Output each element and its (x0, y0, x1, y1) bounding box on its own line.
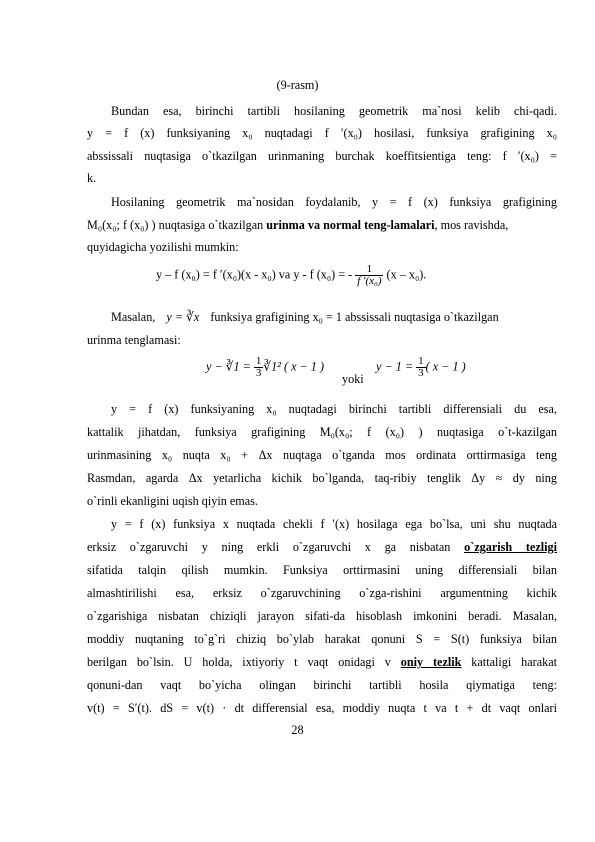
paragraph-line (87, 218, 557, 233)
paragraph-line: sifatida talqin qilish mumkin. Funksiya orttirmasini uning differensiali bilan (87, 563, 557, 577)
paragraph-line: y = f (x) funksiya x nuqtada chekli f ′(x) hosilaga ega bo`lsa, uni shu nuqtada (111, 517, 557, 531)
fraction-denominator: f ′(x₀) (357, 275, 382, 287)
paragraph-line: Rasmdan, agarda Δx yetarlicha kichik bo`lganda, taq-ribiy tenglik Δy ≈ dy ning (87, 471, 557, 485)
paragraph-line: urinma tenglamasi: (87, 333, 181, 347)
formula-part: y − ∛1 = (206, 359, 254, 374)
paragraph-line: k. (87, 171, 97, 185)
paragraph-line: qonuni-dan vaqt bo`yicha olingan birinchi tartibli hosila qiymatiga teng: (87, 678, 557, 692)
fraction (416, 356, 426, 379)
paragraph-line: abssissali nuqtasiga o`tkazilgan urinmaning burchak koeffitsientiga teng: f ′(x₀) = (87, 149, 557, 163)
text-run: erksiz o`zgaruvchi y ning erkli o`zgaruvchi x ga nisbatan (87, 540, 465, 554)
paragraph-line (87, 540, 557, 555)
yoki-word: yoki (342, 372, 364, 386)
text-run: berilgan bo`lsin. U holda, ixtiyoriy t vaqt onidagi v (87, 655, 401, 669)
paragraph-line: urinmasining x₀ nuqta x₀ + Δx nuqtaga o`tganda mos ordinata orttirmasiga teng (87, 448, 557, 462)
paragraph-line: quyidagicha yozilishi mumkin: (87, 240, 239, 254)
paragraph-line: y = f (x) funksiyaning x₀ nuqtadagi birinchi tartibli differensiali du esa, (111, 402, 557, 416)
paragraph-line: moddiy nuqtaning to`g`ri chiziq bo`ylab harakat qonuni S = S(t) funksiya bilan (87, 632, 557, 646)
fraction-numerator: 1 (255, 355, 262, 367)
fraction-numerator: 1 (355, 264, 383, 276)
fraction (254, 356, 264, 379)
tangent-normal-formula (156, 264, 426, 287)
formula-part: (x – x₀). (386, 267, 427, 282)
paragraph-line: Hosilaning geometrik ma`nosidan foydalanib, y = f (x) funksiya grafigining (111, 195, 557, 209)
inline-formula: y = ∛x (166, 310, 200, 324)
figure-caption: (9-rasm) (276, 78, 319, 92)
paragraph-line (87, 655, 557, 670)
tangent-equation-simplified (376, 356, 466, 379)
text-run: funksiya grafigining x₀ = 1 abssissali nuqtasiga o`tkazilgan (210, 310, 499, 324)
formula-part: ( x − 1 ) (425, 359, 466, 374)
bold-term: o`zgarish tezligi (464, 540, 557, 554)
paragraph-line: almashtirilishi esa, erksiz o`zgaruvchining o`zga-rishini argumentning kichik (87, 586, 557, 600)
paragraph-line: kattalik jihatdan, funksiya grafigining M₀(x₀; f (x₀) ) nuqtasiga o`t-kazilgan (87, 425, 557, 439)
fraction (355, 264, 383, 287)
paragraph-line: Bundan esa, birinchi tartibli hosilaning geometrik ma`nosi kelib chi-qadi. (111, 104, 557, 118)
paragraph-line: o`rinli ekanligini uqish qiyin emas. (87, 494, 258, 508)
paragraph-line (111, 310, 557, 325)
fraction-denominator: 3 (418, 367, 424, 379)
fraction-numerator: 1 (418, 355, 424, 367)
text-run: M₀(x₀; f (x₀) ) nuqtasiga o`tkazilgan (87, 218, 267, 232)
bold-term: urinma va normal teng-lamalari (266, 218, 435, 232)
page-number: 28 (291, 723, 304, 737)
formula-part: ∛1² ( x − 1 ) (263, 359, 324, 374)
bold-term: oniy tezlik (400, 655, 462, 669)
paragraph-line: v(t) = S′(t). dS = v(t) · dt differensial esa, moddiy nuqta t va t + dt vaqt onlari (87, 701, 557, 715)
fraction-denominator: 3 (255, 367, 262, 379)
formula-part: y − 1 = (376, 359, 417, 374)
tangent-equation (206, 356, 324, 379)
text-run: Masalan, (111, 310, 156, 324)
text-run: , mos ravishda, (434, 218, 509, 232)
formula-part: y – f (x₀) = f ′(x₀)(x - x₀) va y - f (x₀) = - (156, 267, 353, 282)
paragraph-line: o`zgarishiga nisbatan chiziqli jarayon sifati-da hisoblash imkonini beradi. Masalan, (87, 609, 557, 623)
paragraph-line: y = f (x) funksiyaning x₀ nuqtadagi f ′(x₀) hosilasi, funksiya grafigining x₀ (87, 126, 557, 140)
text-run: kattaligi harakat (461, 655, 557, 669)
